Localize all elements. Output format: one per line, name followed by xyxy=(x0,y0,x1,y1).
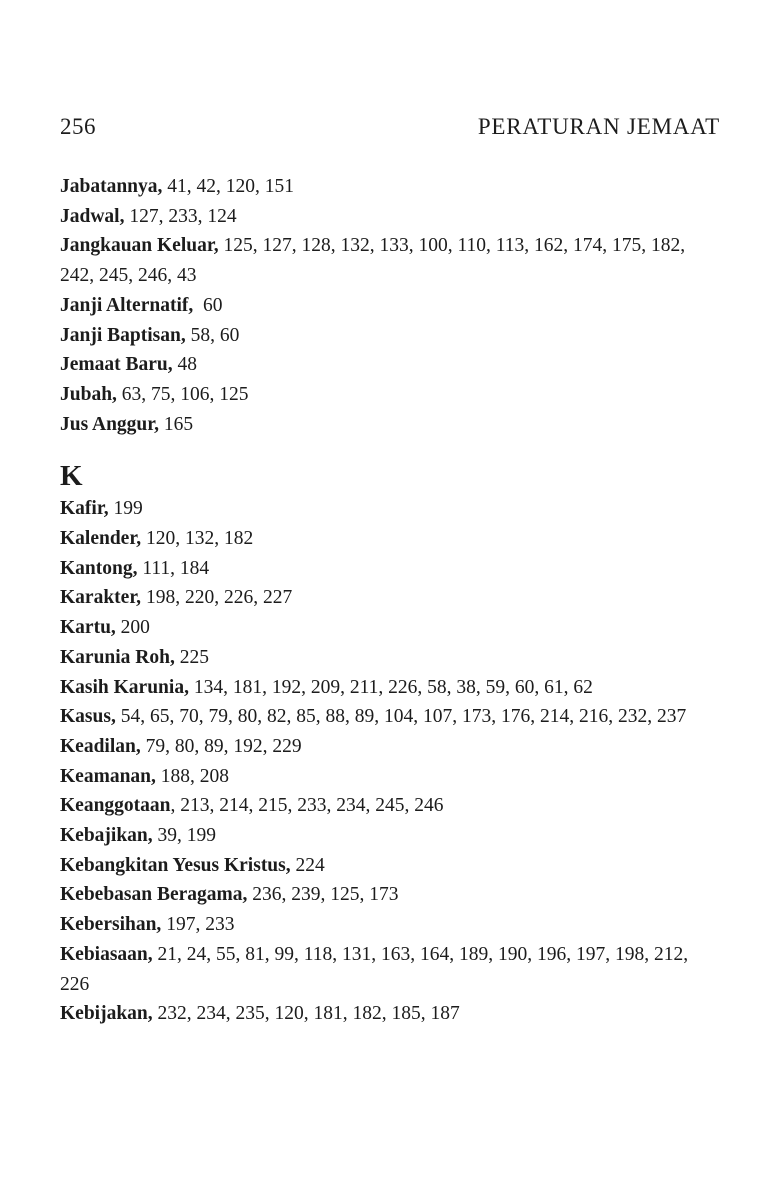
index-term: Karunia Roh, xyxy=(60,646,175,668)
index-pages: 224 xyxy=(290,854,325,876)
index-term: Kasus, xyxy=(60,706,116,728)
index-entry xyxy=(60,940,720,999)
index-entry xyxy=(60,821,720,851)
index-term: Jubah, xyxy=(60,383,117,405)
index-term: Kafir, xyxy=(60,498,109,520)
index-term: Jadwal, xyxy=(60,205,125,227)
index-entry xyxy=(60,494,720,524)
index-pages: 125, 127, 128, 132, 133, 100, 110, 113, 162, 174, 175, 182, 242, 245, 246, 43 xyxy=(60,235,686,287)
index-pages: 21, 24, 55, 81, 99, 118, 131, 163, 164, 189, 190, 196, 197, 198, 212, 226 xyxy=(60,943,689,995)
index-term: Kartu, xyxy=(60,617,116,639)
index-pages: 198, 220, 226, 227 xyxy=(141,587,293,609)
index-term: Kasih Karunia, xyxy=(60,676,189,698)
index-pages: 41, 42, 120, 151 xyxy=(162,176,295,197)
index-pages: 188, 208 xyxy=(155,765,230,787)
index-term: Karakter, xyxy=(60,587,142,609)
index-term: Kebiasaan, xyxy=(60,943,153,965)
index-pages: 225 xyxy=(174,646,209,668)
index-entry xyxy=(60,999,720,1029)
index-pages: 58, 60 xyxy=(185,324,240,346)
index-entry xyxy=(60,702,720,732)
running-header: PERATURAN JEMAAT xyxy=(477,114,720,139)
index-entry xyxy=(60,851,720,881)
index-pages: 199 xyxy=(108,498,143,520)
index-pages: 232, 234, 235, 120, 181, 182, 185, 187 xyxy=(152,1003,460,1025)
index-term: Janji Baptisan, xyxy=(60,324,186,346)
index-entry xyxy=(60,880,720,910)
index-entry xyxy=(60,202,720,232)
index-entry xyxy=(60,380,720,410)
index-term: Keamanan, xyxy=(60,765,156,787)
index-entry xyxy=(60,321,720,351)
index-pages: 236, 239, 125, 173 xyxy=(247,884,399,906)
index-pages: 60 xyxy=(193,294,223,316)
index-pages: 39, 199 xyxy=(152,825,217,847)
index-pages: 54, 65, 70, 79, 80, 82, 85, 88, 89, 104, 107, 173, 176, 214, 216, 232, 237 xyxy=(115,706,687,728)
index-pages: 197, 233 xyxy=(161,914,235,936)
index-list xyxy=(60,172,720,1029)
index-term: Janji Alternatif, xyxy=(60,294,194,316)
index-entry xyxy=(60,524,720,554)
index-pages: 134, 181, 192, 209, 211, 226, 58, 38, 59, 60, 61, 62 xyxy=(188,676,593,698)
index-entry xyxy=(60,910,720,940)
index-entry xyxy=(60,673,720,703)
index-entry xyxy=(60,762,720,792)
index-term: Keanggotaan xyxy=(60,795,171,817)
index-term: Kebajikan, xyxy=(60,825,153,847)
index-pages: 127, 233, 124 xyxy=(124,205,237,227)
index-term: Kebangkitan Yesus Kristus, xyxy=(60,854,291,876)
index-pages: 120, 132, 182 xyxy=(141,528,254,550)
index-entry xyxy=(60,643,720,673)
index-pages: , 213, 214, 215, 233, 234, 245, 246 xyxy=(170,795,444,817)
index-entry xyxy=(60,291,720,321)
index-term: Kalender, xyxy=(60,528,142,550)
index-pages: 79, 80, 89, 192, 229 xyxy=(140,735,302,757)
index-pages: 48 xyxy=(172,354,198,376)
index-term: Kebijakan, xyxy=(60,1003,153,1025)
index-pages: 165 xyxy=(159,413,194,435)
index-pages: 63, 75, 106, 125 xyxy=(116,383,249,405)
index-term: Jus Anggur, xyxy=(60,413,159,435)
index-pages: 111, 184 xyxy=(137,557,210,579)
index-entry xyxy=(60,583,720,613)
index-term: Keadilan, xyxy=(60,735,141,757)
index-entry xyxy=(60,732,720,762)
index-term: Jangkauan Keluar, xyxy=(60,235,219,257)
index-pages: 200 xyxy=(115,617,150,639)
index-entry xyxy=(60,172,720,202)
index-entry xyxy=(60,791,720,821)
index-entry xyxy=(60,231,720,290)
index-term: Kebebasan Beragama, xyxy=(60,884,248,906)
index-entry xyxy=(60,554,720,584)
page-number: 256 xyxy=(60,114,96,139)
index-entry xyxy=(60,410,720,440)
index-term: Jabatannya, xyxy=(60,176,163,197)
index-term: Jemaat Baru, xyxy=(60,354,173,376)
index-term: Kebersihan, xyxy=(60,914,162,936)
index-entry xyxy=(60,350,720,380)
index-term: Kantong, xyxy=(60,557,138,579)
index-entry xyxy=(60,613,720,643)
section-heading-k: K xyxy=(60,460,83,493)
